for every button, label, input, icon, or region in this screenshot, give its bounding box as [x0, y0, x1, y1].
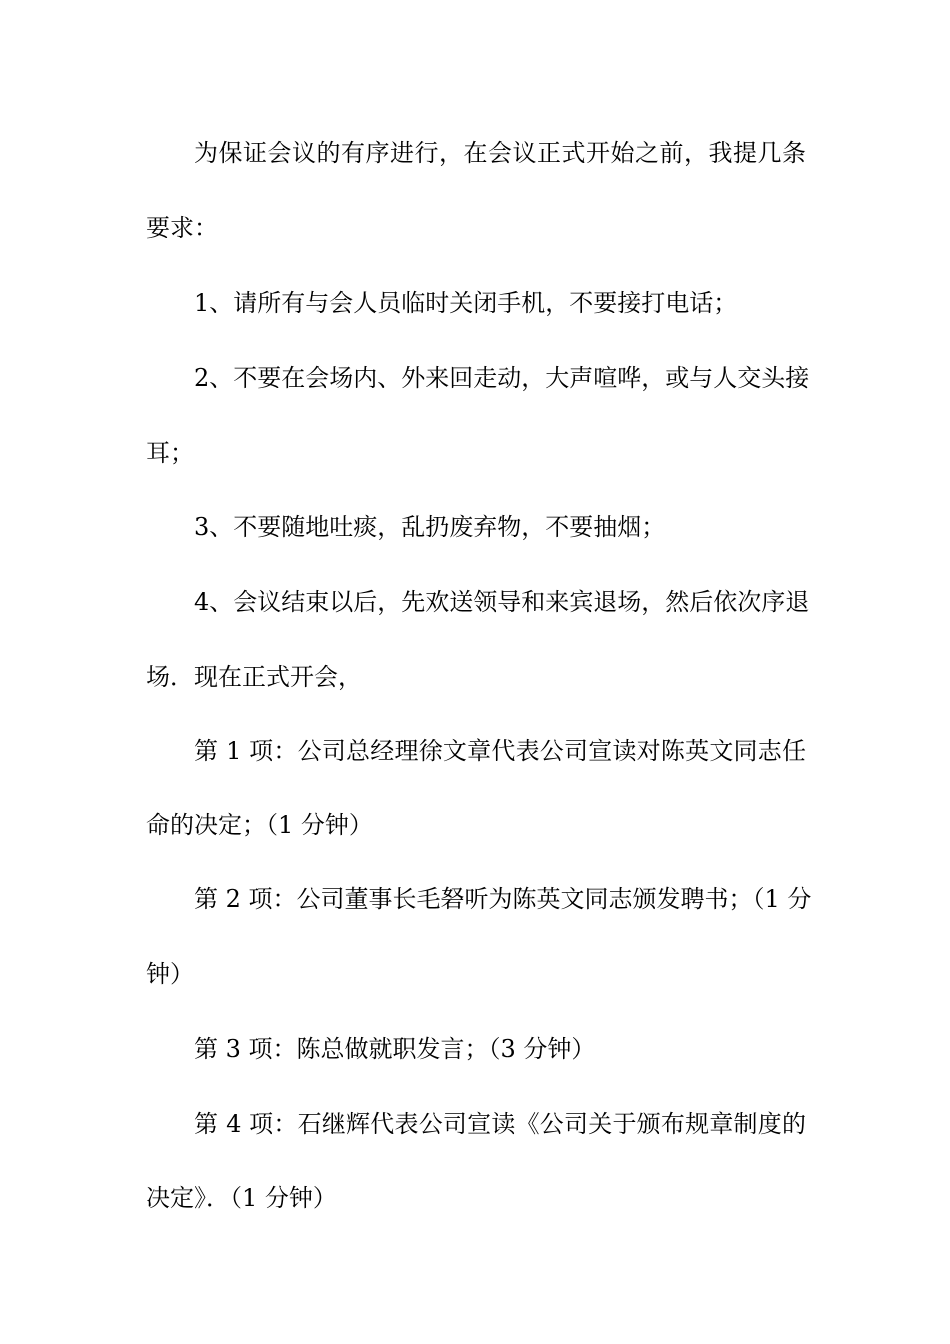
paragraph-line: 第 2 项：公司董事长毛砮听为陈英文同志颁发聘书；（1 分	[194, 885, 812, 913]
paragraph-line: 3、不要随地吐痰，乱扔废弃物，不要抽烟；	[194, 513, 666, 541]
paragraph-line: 1、请所有与会人员临时关闭手机，不要接打电话；	[194, 289, 738, 317]
paragraph-line: 为保证会议的有序进行，在会议正式开始之前，我提几条	[194, 139, 806, 167]
paragraph-line: 场．现在正式开会，	[146, 663, 362, 691]
paragraph-line: 第 3 项：陈总做就职发言；（3 分钟）	[194, 1035, 596, 1063]
paragraph-line: 要求：	[146, 214, 218, 242]
paragraph-line: 耳；	[146, 439, 194, 467]
paragraph-line: 钟）	[146, 960, 194, 988]
paragraph-line: 2、不要在会场内、外来回走动，大声喧哗，或与人交头接	[194, 364, 810, 392]
paragraph-line: 决定》．（1 分钟）	[146, 1184, 337, 1212]
paragraph-line: 第 1 项：公司总经理徐文章代表公司宣读对陈英文同志任	[194, 737, 806, 765]
paragraph-line: 4、会议结束以后，先欢送领导和来宾退场，然后依次序退	[194, 588, 810, 616]
paragraph-line: 命的决定；（1 分钟）	[146, 811, 373, 839]
paragraph-line: 第 4 项：石继辉代表公司宣读《公司关于颁布规章制度的	[194, 1110, 806, 1138]
